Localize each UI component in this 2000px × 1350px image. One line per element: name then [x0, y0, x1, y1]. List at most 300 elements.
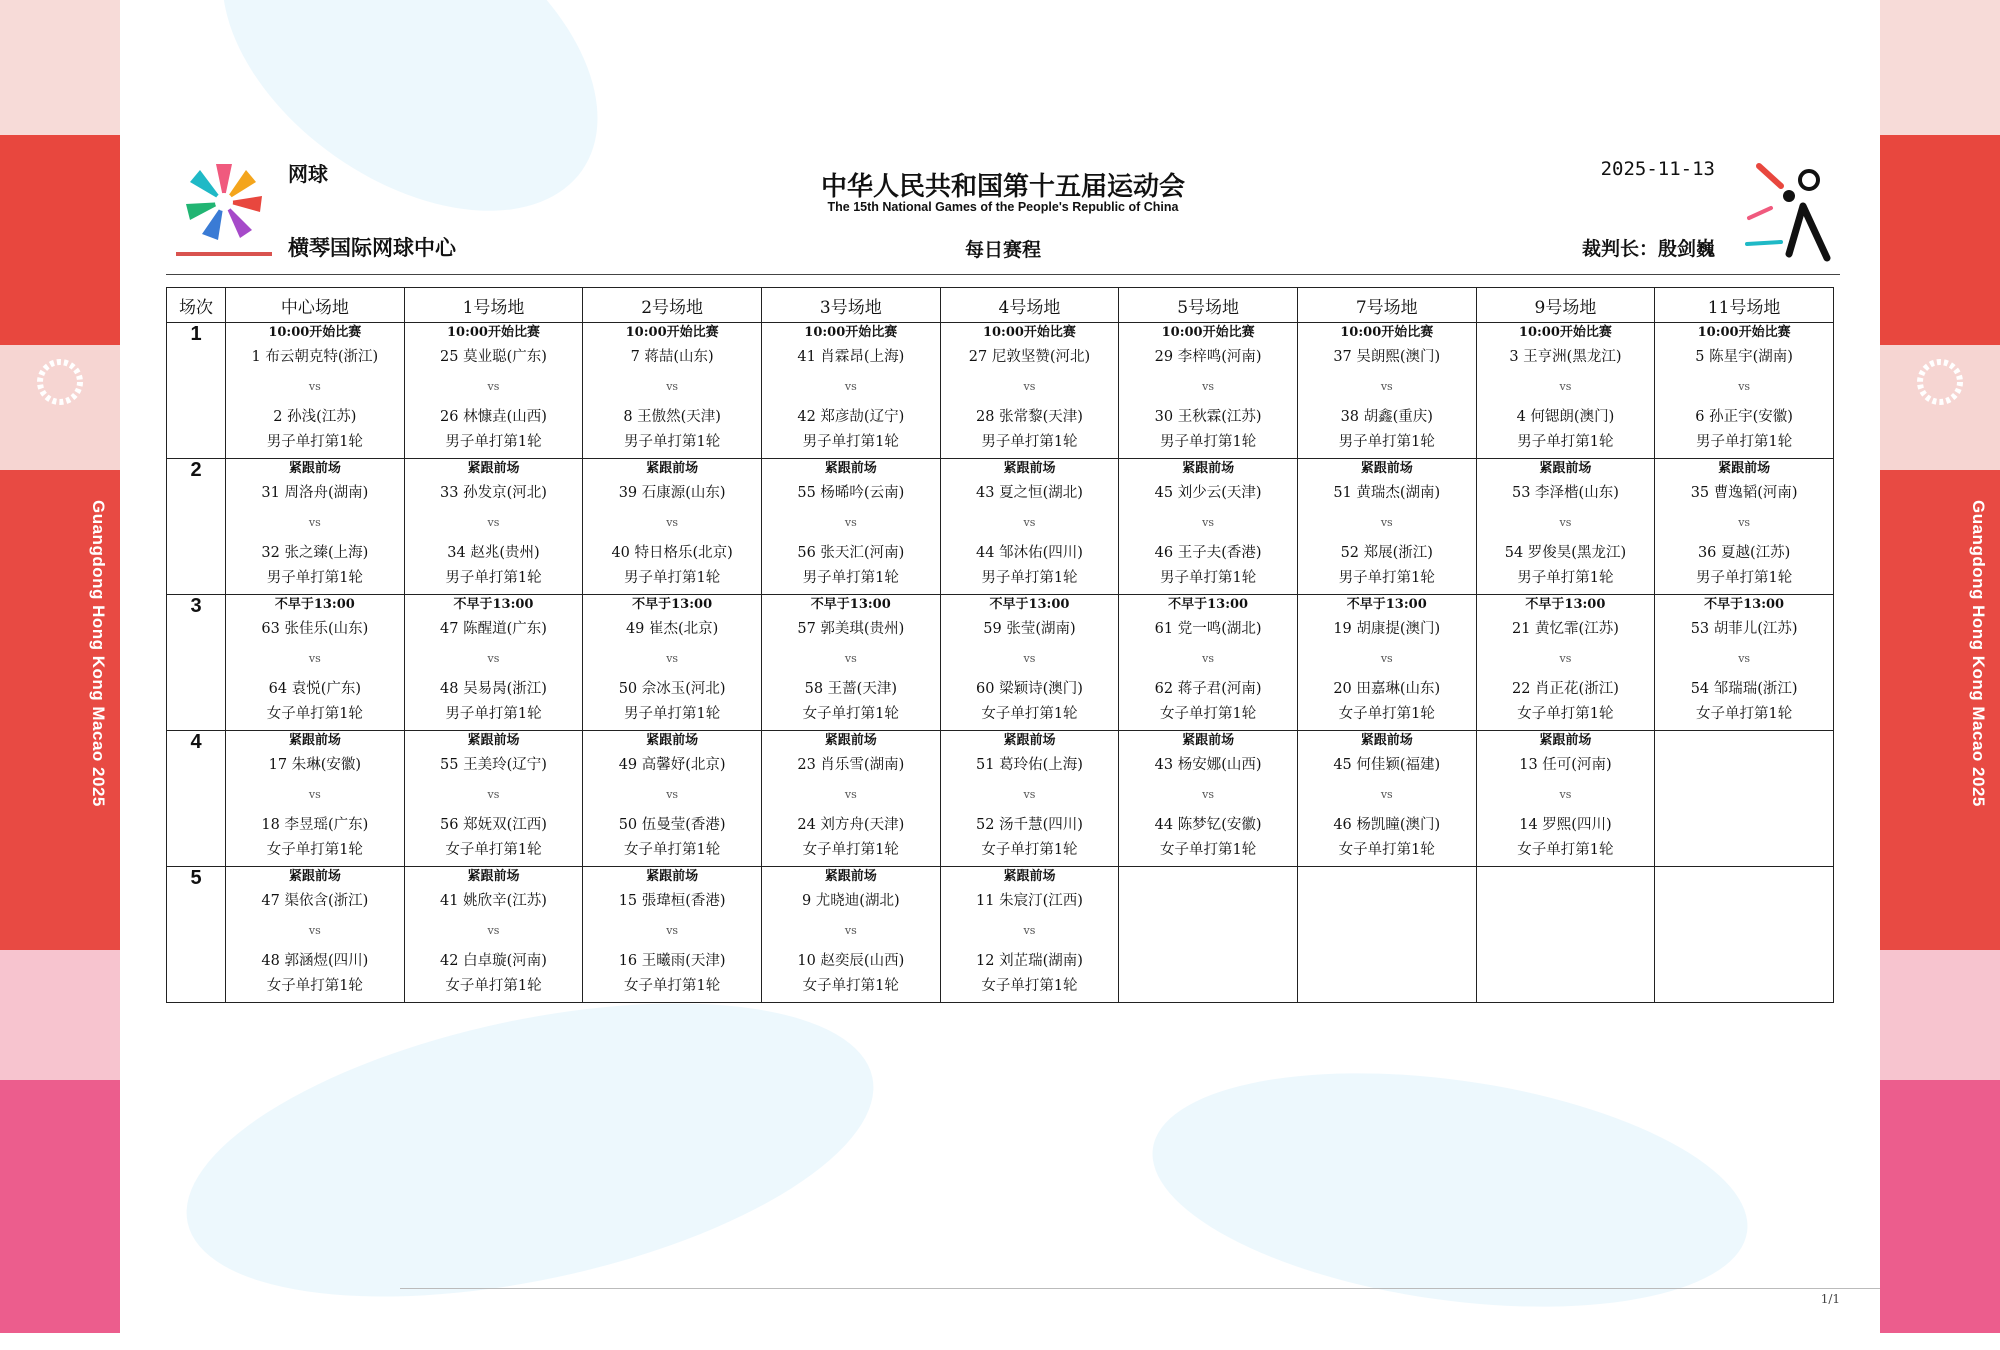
player-two: 2 孙浅(江苏) — [273, 409, 357, 425]
match-cell — [226, 459, 405, 595]
match-start-time: 不早于13:00 — [1346, 597, 1427, 612]
match-cell — [940, 867, 1119, 1003]
side-caption: Guangdong Hong Kong Macao 2025 — [1969, 500, 1988, 807]
player-one: 39 石康源(山东) — [618, 485, 726, 501]
player-two: 42 郑彦劼(辽宁) — [797, 409, 905, 425]
match-start-time: 10:00开始比赛 — [1340, 325, 1434, 340]
player-two: 8 王傲然(天津) — [623, 409, 721, 425]
player-one: 53 胡菲儿(江苏) — [1690, 621, 1798, 637]
versus-label: vs — [487, 652, 500, 665]
match-start-time: 紧跟前场 — [824, 461, 877, 476]
player-one: 33 孙发京(河北) — [440, 485, 547, 501]
match-info — [226, 323, 404, 452]
table-row — [167, 867, 1834, 1003]
player-two: 30 王秋霖(江苏) — [1154, 409, 1262, 425]
player-one: 53 李泽楷(山东) — [1511, 485, 1619, 501]
event-name: 男子单打第1轮 — [266, 434, 363, 450]
tennis-pictogram-icon — [1741, 158, 1836, 268]
event-name: 男子单打第1轮 — [1338, 434, 1435, 450]
player-two: 14 罗熙(四川) — [1519, 817, 1612, 833]
match-info — [1655, 595, 1833, 724]
match-cell — [1297, 323, 1476, 459]
match-cell — [940, 323, 1119, 459]
match-info — [583, 867, 761, 996]
player-one: 57 郭美琪(贵州) — [797, 621, 905, 637]
match-cell — [583, 731, 762, 867]
match-start-time: 不早于13:00 — [274, 597, 355, 612]
player-two: 62 蒋子君(河南) — [1154, 681, 1262, 697]
match-info — [583, 731, 761, 860]
match-start-time: 紧跟前场 — [467, 461, 520, 476]
match-info — [583, 459, 761, 588]
match-cell — [1119, 731, 1298, 867]
player-two: 48 吴易昺(浙江) — [440, 681, 547, 697]
right-side-banner — [1880, 0, 2000, 1333]
event-name: 女子单打第1轮 — [624, 978, 721, 994]
match-start-time: 10:00开始比赛 — [1161, 325, 1255, 340]
match-start-time: 紧跟前场 — [1003, 869, 1056, 884]
versus-label: vs — [1738, 652, 1751, 665]
match-info — [762, 459, 940, 588]
player-two: 46 王子夫(香港) — [1154, 545, 1262, 561]
match-cell — [226, 595, 405, 731]
match-start-time: 紧跟前场 — [646, 733, 699, 748]
sport-name: 网球 — [288, 162, 328, 186]
event-name: 女子单打第1轮 — [1159, 706, 1257, 722]
player-two: 44 陈梦钇(安徽) — [1154, 817, 1262, 833]
player-one: 47 渠依含(浙江) — [261, 893, 369, 909]
versus-label: vs — [844, 788, 857, 801]
player-two: 12 刘芷瑞(湖南) — [976, 953, 1083, 969]
player-one: 51 黄瑞杰(湖南) — [1333, 485, 1441, 501]
player-one: 37 吴朗熙(澳门) — [1333, 349, 1441, 365]
venue-name: 横琴国际网球中心 — [288, 235, 456, 260]
player-two: 54 邹瑞瑞(浙江) — [1690, 681, 1798, 697]
schedule-table — [166, 287, 1834, 1003]
match-cell — [1476, 731, 1655, 867]
versus-label: vs — [308, 380, 321, 393]
match-start-time: 10:00开始比赛 — [982, 325, 1076, 340]
player-two: 50 伍曼莹(香港) — [618, 817, 726, 833]
versus-label: vs — [308, 788, 321, 801]
match-info — [762, 731, 940, 860]
match-cell — [583, 595, 762, 731]
match-start-time: 不早于13:00 — [810, 597, 891, 612]
match-info — [226, 867, 404, 996]
player-two: 52 汤千慧(四川) — [976, 817, 1083, 833]
match-info — [762, 323, 940, 452]
match-cell — [1119, 323, 1298, 459]
match-start-time: 不早于13:00 — [1525, 597, 1606, 612]
versus-label: vs — [487, 788, 500, 801]
player-one: 23 肖乐雪(湖南) — [797, 757, 905, 773]
event-name: 女子单打第1轮 — [981, 978, 1078, 994]
match-start-time: 不早于13:00 — [1168, 597, 1249, 612]
event-name: 女子单打第1轮 — [1338, 842, 1435, 858]
player-two: 58 王蔷(天津) — [804, 681, 897, 697]
versus-label: vs — [1023, 380, 1036, 393]
player-two: 50 佘冰玉(河北) — [618, 681, 726, 697]
match-cell — [1476, 323, 1655, 459]
match-cell — [226, 323, 405, 459]
player-two: 34 赵兆(贵州) — [447, 545, 540, 561]
player-two: 22 肖正花(浙江) — [1511, 681, 1619, 697]
player-two: 56 张天汇(河南) — [797, 545, 905, 561]
round-column-header: 场次 — [167, 288, 226, 323]
player-two: 54 罗俊昊(黑龙江) — [1504, 545, 1627, 561]
versus-label: vs — [487, 516, 500, 529]
match-start-time: 紧跟前场 — [1360, 461, 1413, 476]
match-info — [1298, 323, 1476, 452]
match-info — [941, 459, 1119, 588]
versus-label: vs — [1559, 380, 1572, 393]
match-start-time: 紧跟前场 — [1182, 733, 1235, 748]
event-name: 男子单打第1轮 — [802, 434, 899, 450]
event-name: 男子单打第1轮 — [1159, 434, 1257, 450]
versus-label: vs — [1023, 788, 1036, 801]
match-cell — [1297, 731, 1476, 867]
player-two: 40 特日格乐(北京) — [611, 545, 733, 561]
match-start-time: 紧跟前场 — [1003, 733, 1056, 748]
match-info — [1119, 731, 1297, 860]
event-name: 女子单打第1轮 — [1159, 842, 1257, 858]
versus-label: vs — [666, 380, 679, 393]
player-two: 18 李昱瑶(广东) — [261, 817, 369, 833]
player-one: 55 王美玲(辽宁) — [440, 757, 547, 773]
match-cell — [583, 323, 762, 459]
player-one: 43 杨安娜(山西) — [1154, 757, 1262, 773]
match-start-time: 紧跟前场 — [1182, 461, 1235, 476]
match-start-time: 紧跟前场 — [288, 869, 341, 884]
versus-label: vs — [844, 380, 857, 393]
versus-label: vs — [308, 652, 321, 665]
player-one: 11 朱宸汀(江西) — [976, 893, 1083, 909]
event-name: 女子单打第1轮 — [1338, 706, 1435, 722]
match-info — [1477, 459, 1655, 588]
versus-label: vs — [1202, 652, 1215, 665]
player-two: 16 王曦雨(天津) — [618, 953, 726, 969]
match-cell — [1119, 595, 1298, 731]
empty-cell — [1655, 867, 1834, 1003]
header-divider — [166, 274, 1840, 275]
match-start-time: 10:00开始比赛 — [625, 325, 719, 340]
player-two: 36 夏越(江苏) — [1697, 545, 1791, 561]
player-two: 60 梁颖诗(澳门) — [976, 681, 1083, 697]
versus-label: vs — [666, 652, 679, 665]
player-two: 44 邹沐佑(四川) — [976, 545, 1083, 561]
versus-label: vs — [1202, 380, 1215, 393]
player-two: 48 郭涵煜(四川) — [261, 953, 369, 969]
versus-label: vs — [1023, 652, 1036, 665]
referee-name: 裁判长：殷剑巍 — [1581, 238, 1715, 260]
empty-cell — [1655, 731, 1834, 867]
event-name: 男子单打第1轮 — [445, 706, 542, 722]
match-start-time: 不早于13:00 — [989, 597, 1070, 612]
match-start-time: 10:00开始比赛 — [1697, 325, 1791, 340]
player-one: 45 何佳颖(福建) — [1333, 757, 1441, 773]
player-two: 42 白卓璇(河南) — [440, 953, 547, 969]
versus-label: vs — [1202, 516, 1215, 529]
match-info — [1119, 459, 1297, 588]
event-name: 男子单打第1轮 — [445, 570, 542, 586]
match-start-time: 10:00开始比赛 — [1518, 325, 1612, 340]
match-cell — [1655, 595, 1834, 731]
event-name: 女子单打第1轮 — [266, 842, 363, 858]
match-info — [405, 459, 583, 588]
court-column-header: 中心场地 — [226, 288, 405, 323]
player-one: 15 張瑋桓(香港) — [618, 893, 726, 909]
versus-label: vs — [1023, 924, 1036, 937]
player-one: 63 张佳乐(山东) — [261, 621, 369, 637]
match-start-time: 不早于13:00 — [453, 597, 534, 612]
event-name: 女子单打第1轮 — [1517, 842, 1614, 858]
match-start-time: 紧跟前场 — [1718, 461, 1771, 476]
match-start-time: 紧跟前场 — [1360, 733, 1413, 748]
match-cell — [404, 595, 583, 731]
match-cell — [940, 731, 1119, 867]
player-one: 13 任可(河南) — [1519, 757, 1612, 773]
empty-cell — [1297, 867, 1476, 1003]
versus-label: vs — [308, 516, 321, 529]
player-one: 17 朱琳(安徽) — [268, 757, 362, 773]
match-cell — [1297, 459, 1476, 595]
match-info — [1477, 731, 1655, 860]
player-two: 20 田嘉琳(山东) — [1333, 681, 1441, 697]
match-info — [583, 323, 761, 452]
match-start-time: 不早于13:00 — [632, 597, 713, 612]
match-cell — [761, 323, 940, 459]
event-name: 女子单打第1轮 — [624, 842, 721, 858]
event-name: 女子单打第1轮 — [981, 706, 1078, 722]
round-number: 5 — [167, 867, 226, 1003]
schedule-date: 2025-11-13 — [1600, 158, 1715, 180]
player-one: 51 葛玲佑(上海) — [976, 757, 1083, 773]
player-one: 41 姚欣辛(江苏) — [440, 893, 547, 909]
event-name: 女子单打第1轮 — [266, 978, 363, 994]
versus-label: vs — [844, 516, 857, 529]
match-info — [1119, 323, 1297, 452]
match-info — [1655, 323, 1833, 452]
player-one: 5 陈星宇(湖南) — [1695, 349, 1793, 365]
match-start-time: 10:00开始比赛 — [268, 325, 362, 340]
match-cell — [404, 323, 583, 459]
event-name: 女子单打第1轮 — [445, 842, 542, 858]
round-number: 4 — [167, 731, 226, 867]
match-info — [1477, 595, 1655, 724]
table-row — [167, 323, 1834, 459]
event-name: 男子单打第1轮 — [981, 434, 1078, 450]
event-name: 男子单打第1轮 — [1338, 570, 1435, 586]
player-one: 45 刘少云(天津) — [1154, 485, 1262, 501]
empty-cell — [1119, 867, 1298, 1003]
player-one: 21 黄忆霏(江苏) — [1511, 621, 1619, 637]
schedule-subtitle: 每日赛程 — [964, 239, 1041, 261]
versus-label: vs — [1559, 652, 1572, 665]
round-number: 1 — [167, 323, 226, 459]
event-name: 女子单打第1轮 — [266, 706, 363, 722]
event-name: 女子单打第1轮 — [802, 842, 899, 858]
versus-label: vs — [487, 380, 500, 393]
match-start-time: 紧跟前场 — [1003, 461, 1056, 476]
background-wash — [1138, 1039, 1763, 1340]
match-cell — [583, 459, 762, 595]
player-two: 6 孙正宇(安徽) — [1695, 409, 1793, 425]
match-info — [1298, 731, 1476, 860]
player-one: 59 张莹(湖南) — [983, 621, 1076, 637]
versus-label: vs — [1380, 788, 1393, 801]
versus-label: vs — [1023, 516, 1036, 529]
match-start-time: 10:00开始比赛 — [446, 325, 540, 340]
event-name: 男子单打第1轮 — [1517, 570, 1614, 586]
player-two: 26 林慷垚(山西) — [440, 409, 547, 425]
versus-label: vs — [666, 788, 679, 801]
match-cell — [761, 731, 940, 867]
versus-label: vs — [1202, 788, 1215, 801]
event-name: 男子单打第1轮 — [1517, 434, 1614, 450]
match-cell — [226, 867, 405, 1003]
match-info — [1298, 459, 1476, 588]
match-cell — [1476, 595, 1655, 731]
match-info — [1119, 595, 1297, 724]
versus-label: vs — [1559, 788, 1572, 801]
table-row — [167, 731, 1834, 867]
match-cell — [1119, 459, 1298, 595]
left-side-banner — [0, 0, 120, 1333]
match-cell — [761, 459, 940, 595]
player-one: 19 胡康提(澳门) — [1333, 621, 1441, 637]
match-info — [941, 595, 1119, 724]
match-info — [405, 731, 583, 860]
match-info — [941, 731, 1119, 860]
event-name: 男子单打第1轮 — [624, 570, 721, 586]
event-name: 男子单打第1轮 — [1159, 570, 1257, 586]
match-cell — [1655, 459, 1834, 595]
player-two: 56 郑妩双(江西) — [440, 817, 547, 833]
match-info — [405, 323, 583, 452]
event-name: 女子单打第1轮 — [981, 842, 1078, 858]
player-one: 55 杨晞吟(云南) — [797, 485, 905, 501]
match-start-time: 不早于13:00 — [1704, 597, 1785, 612]
event-name: 女子单打第1轮 — [802, 706, 899, 722]
match-info — [762, 595, 940, 724]
versus-label: vs — [844, 652, 857, 665]
match-info — [941, 323, 1119, 452]
player-one: 49 崔杰(北京) — [625, 621, 719, 637]
match-start-time: 10:00开始比赛 — [804, 325, 898, 340]
match-start-time: 紧跟前场 — [824, 869, 877, 884]
match-info — [226, 459, 404, 588]
round-number: 2 — [167, 459, 226, 595]
versus-label: vs — [1738, 380, 1751, 393]
side-caption: Guangdong Hong Kong Macao 2025 — [89, 500, 108, 807]
versus-label: vs — [844, 924, 857, 937]
versus-label: vs — [1559, 516, 1572, 529]
title-chinese: 中华人民共和国第十五届运动会 — [820, 172, 1185, 202]
player-one: 31 周洛舟(湖南) — [261, 485, 369, 501]
match-start-time: 紧跟前场 — [467, 869, 520, 884]
court-column-header: 2号场地 — [583, 288, 762, 323]
player-two: 24 刘方舟(天津) — [797, 817, 905, 833]
match-info — [226, 731, 404, 860]
match-cell — [404, 867, 583, 1003]
player-one: 49 高馨妤(北京) — [618, 757, 726, 773]
versus-label: vs — [1738, 516, 1751, 529]
match-info — [1655, 459, 1833, 588]
player-one: 61 党一鸣(湖北) — [1154, 621, 1262, 637]
event-name: 男子单打第1轮 — [445, 434, 542, 450]
table-header-row — [167, 288, 1834, 323]
event-name: 男子单打第1轮 — [802, 570, 899, 586]
versus-label: vs — [1380, 380, 1393, 393]
match-cell — [940, 459, 1119, 595]
event-name: 男子单打第1轮 — [1696, 434, 1793, 450]
versus-label: vs — [1380, 516, 1393, 529]
match-cell — [1655, 323, 1834, 459]
page-number: 1/1 — [1820, 1292, 1840, 1306]
player-two: 4 何锶朗(澳门) — [1516, 409, 1615, 425]
player-one: 9 尤晓迪(湖北) — [801, 893, 900, 909]
match-cell — [1476, 459, 1655, 595]
match-start-time: 紧跟前场 — [288, 461, 341, 476]
mini-logo-icon — [1908, 350, 1972, 414]
match-start-time: 紧跟前场 — [467, 733, 520, 748]
player-one: 1 布云朝克特(浙江) — [251, 349, 379, 365]
match-info — [405, 595, 583, 724]
player-one: 35 曹逸韬(河南) — [1690, 485, 1798, 501]
player-two: 38 胡鑫(重庆) — [1340, 409, 1433, 425]
court-column-header: 4号场地 — [940, 288, 1119, 323]
event-name: 女子单打第1轮 — [1517, 706, 1614, 722]
match-cell — [1297, 595, 1476, 731]
match-info — [1477, 323, 1655, 452]
player-two: 64 袁悦(广东) — [268, 681, 362, 697]
mini-logo-icon — [28, 350, 92, 414]
table-row — [167, 595, 1834, 731]
court-column-header: 3号场地 — [761, 288, 940, 323]
player-one: 47 陈醒道(广东) — [440, 621, 547, 637]
versus-label: vs — [666, 924, 679, 937]
event-name: 男子单打第1轮 — [1696, 570, 1793, 586]
match-info — [762, 867, 940, 996]
versus-label: vs — [487, 924, 500, 937]
event-name: 女子单打第1轮 — [445, 978, 542, 994]
document-header — [166, 150, 1840, 275]
title-english: The 15th National Games of the People's Republic of China — [827, 200, 1179, 214]
round-number: 3 — [167, 595, 226, 731]
event-name: 女子单打第1轮 — [802, 978, 899, 994]
match-start-time: 紧跟前场 — [824, 733, 877, 748]
match-start-time: 紧跟前场 — [288, 733, 341, 748]
event-name: 男子单打第1轮 — [624, 434, 721, 450]
match-start-time: 紧跟前场 — [646, 869, 699, 884]
match-info — [226, 595, 404, 724]
match-start-time: 紧跟前场 — [1539, 461, 1592, 476]
match-cell — [404, 459, 583, 595]
court-column-header: 7号场地 — [1297, 288, 1476, 323]
player-two: 32 张之臻(上海) — [261, 545, 369, 561]
match-info — [405, 867, 583, 996]
player-two: 52 郑展(浙江) — [1340, 545, 1433, 561]
player-one: 41 肖霖昂(上海) — [797, 349, 905, 365]
match-info — [1298, 595, 1476, 724]
versus-label: vs — [1380, 652, 1393, 665]
match-info — [583, 595, 761, 724]
table-row — [167, 459, 1834, 595]
versus-label: vs — [308, 924, 321, 937]
event-name: 女子单打第1轮 — [1696, 706, 1793, 722]
match-start-time: 紧跟前场 — [1539, 733, 1592, 748]
player-one: 29 李梓鸣(河南) — [1154, 349, 1262, 365]
